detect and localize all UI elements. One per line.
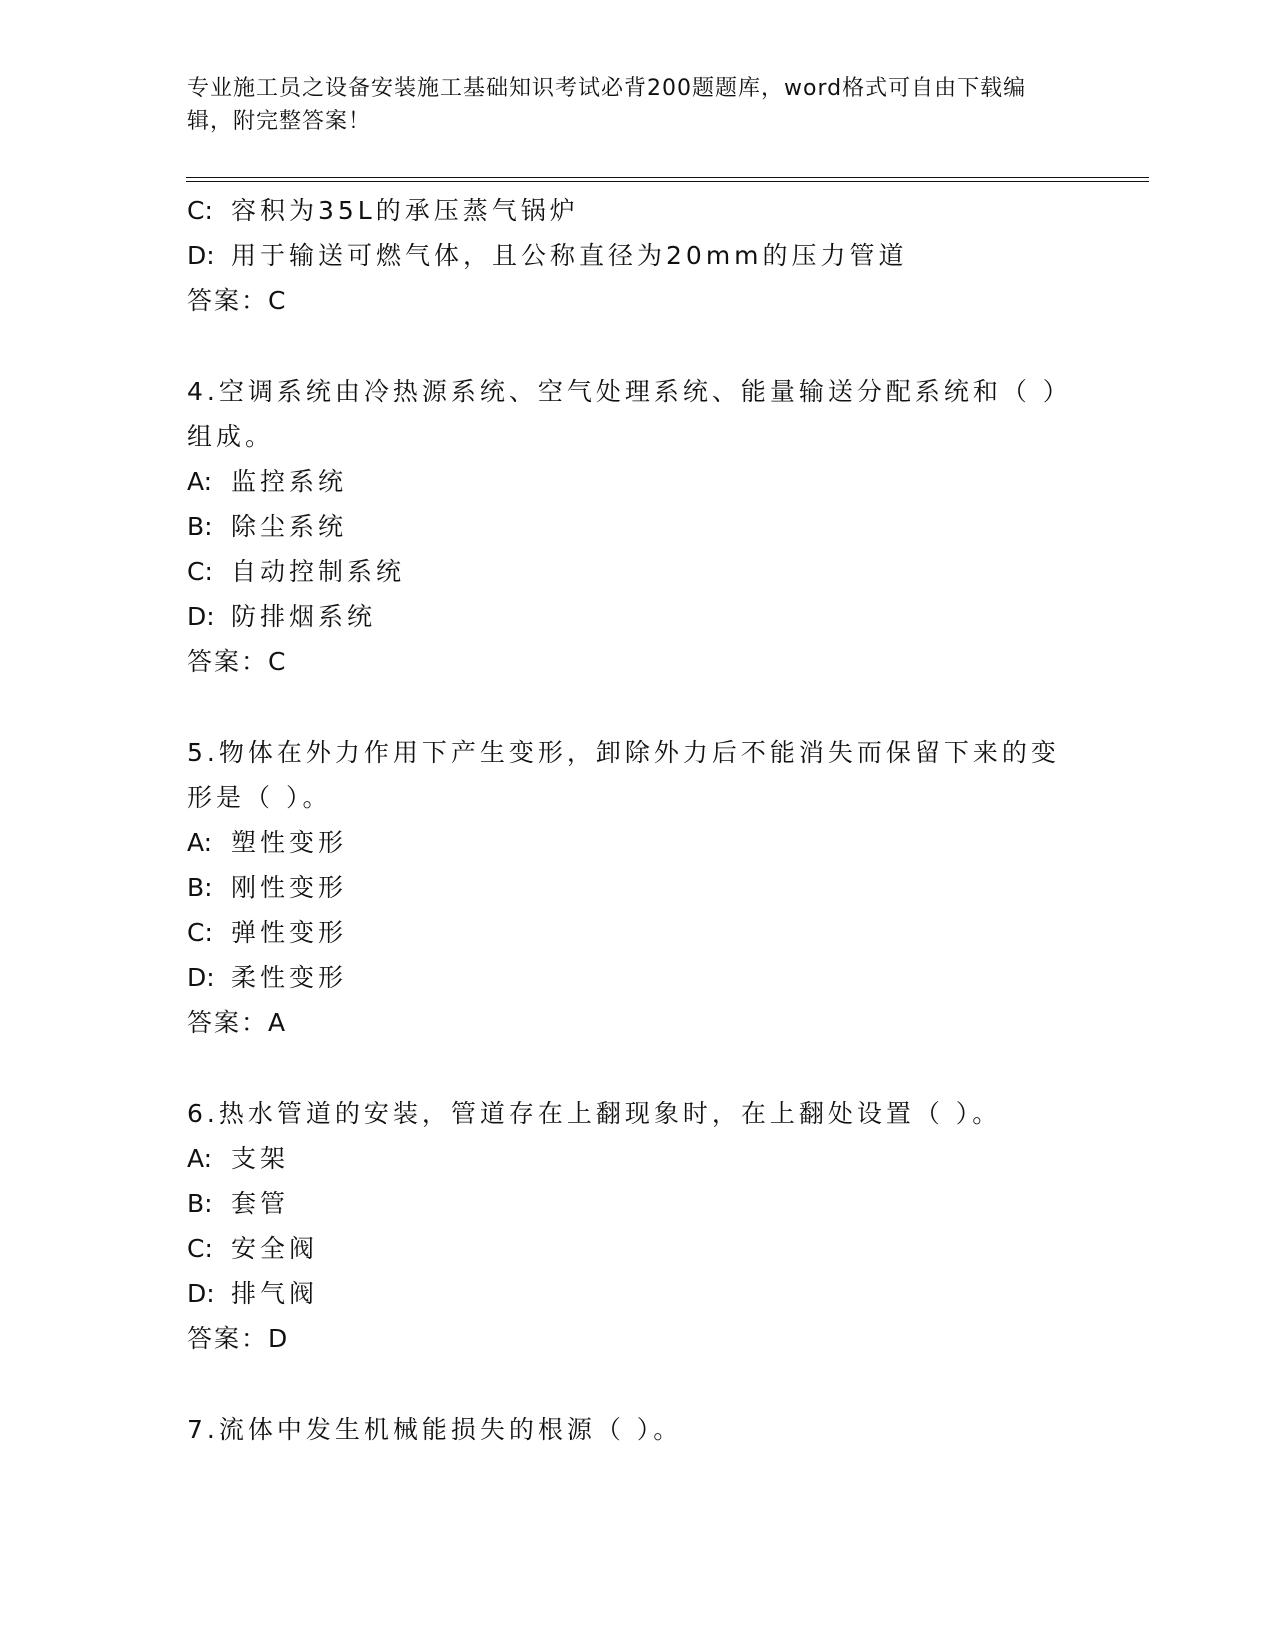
option-letter: C: bbox=[187, 1234, 213, 1263]
option-a bbox=[187, 1136, 1067, 1181]
question-4 bbox=[187, 369, 1067, 684]
option-letter: A: bbox=[187, 828, 213, 857]
answer-value: C bbox=[268, 647, 287, 676]
answer-value: D bbox=[268, 1324, 289, 1353]
option-letter: D: bbox=[187, 963, 215, 992]
page-header bbox=[187, 72, 1067, 138]
option-c bbox=[187, 1226, 1067, 1271]
option-letter: B: bbox=[187, 512, 213, 541]
option-a bbox=[187, 820, 1067, 865]
option-text: 用于输送可燃气体，且公称直径为20mm的压力管道 bbox=[231, 241, 908, 270]
option-letter: D: bbox=[187, 241, 215, 270]
option-text: 排气阀 bbox=[231, 1279, 319, 1308]
question-3-continued bbox=[187, 188, 1067, 323]
answer-value: C bbox=[268, 286, 287, 315]
option-b bbox=[187, 1181, 1067, 1226]
option-text: 防排烟系统 bbox=[231, 602, 377, 631]
option-a bbox=[187, 459, 1067, 504]
option-letter: B: bbox=[187, 873, 213, 902]
option-letter: A: bbox=[187, 467, 213, 496]
option-letter: C: bbox=[187, 918, 213, 947]
answer-label: 答案： bbox=[187, 1008, 269, 1037]
option-d bbox=[187, 594, 1067, 639]
option-text: 刚性变形 bbox=[231, 873, 348, 902]
question-stem: 6.热水管道的安装，管道存在上翻现象时，在上翻处设置（ ）。 bbox=[187, 1099, 1002, 1128]
option-c bbox=[187, 549, 1067, 594]
option-c bbox=[187, 910, 1067, 955]
option-letter: C: bbox=[187, 557, 213, 586]
question-6 bbox=[187, 1091, 1067, 1361]
option-text: 监控系统 bbox=[231, 467, 348, 496]
question-7 bbox=[187, 1407, 1067, 1452]
option-b bbox=[187, 865, 1067, 910]
answer-label: 答案： bbox=[187, 286, 269, 315]
question-stem: 4.空调系统由冷热源系统、空气处理系统、能量输送分配系统和（ ）组成。 bbox=[187, 377, 1060, 451]
answer-line bbox=[187, 1000, 1067, 1045]
question-list bbox=[187, 188, 1067, 1452]
header-divider bbox=[186, 177, 1149, 182]
option-d bbox=[187, 1271, 1067, 1316]
option-text: 容积为35L的承压蒸气锅炉 bbox=[231, 196, 579, 225]
document-title: 专业施工员之设备安装施工基础知识考试必背200题题库，word格式可自由下载编辑，附完整答案！ bbox=[187, 76, 1027, 134]
answer-line bbox=[187, 1316, 1067, 1361]
answer-label: 答案： bbox=[187, 647, 269, 676]
option-letter: D: bbox=[187, 1279, 215, 1308]
option-text: 塑性变形 bbox=[231, 828, 348, 857]
question-5 bbox=[187, 730, 1067, 1045]
option-letter: A: bbox=[187, 1144, 213, 1173]
option-letter: C: bbox=[187, 196, 213, 225]
option-c bbox=[187, 188, 1067, 233]
answer-label: 答案： bbox=[187, 1324, 269, 1353]
answer-line bbox=[187, 639, 1067, 684]
option-text: 自动控制系统 bbox=[231, 557, 406, 586]
option-text: 弹性变形 bbox=[231, 918, 348, 947]
option-text: 安全阀 bbox=[231, 1234, 319, 1263]
option-letter: B: bbox=[187, 1189, 213, 1218]
option-text: 支架 bbox=[231, 1144, 290, 1173]
option-text: 除尘系统 bbox=[231, 512, 348, 541]
option-letter: D: bbox=[187, 602, 215, 631]
option-text: 柔性变形 bbox=[231, 963, 348, 992]
question-stem: 5.物体在外力作用下产生变形，卸除外力后不能消失而保留下来的变形是（ ）。 bbox=[187, 738, 1060, 812]
answer-value: A bbox=[268, 1008, 287, 1037]
answer-line bbox=[187, 278, 1067, 323]
question-stem: 7.流体中发生机械能损失的根源（ ）。 bbox=[187, 1415, 683, 1444]
option-d bbox=[187, 233, 1067, 278]
option-d bbox=[187, 955, 1067, 1000]
option-b bbox=[187, 504, 1067, 549]
option-text: 套管 bbox=[231, 1189, 290, 1218]
